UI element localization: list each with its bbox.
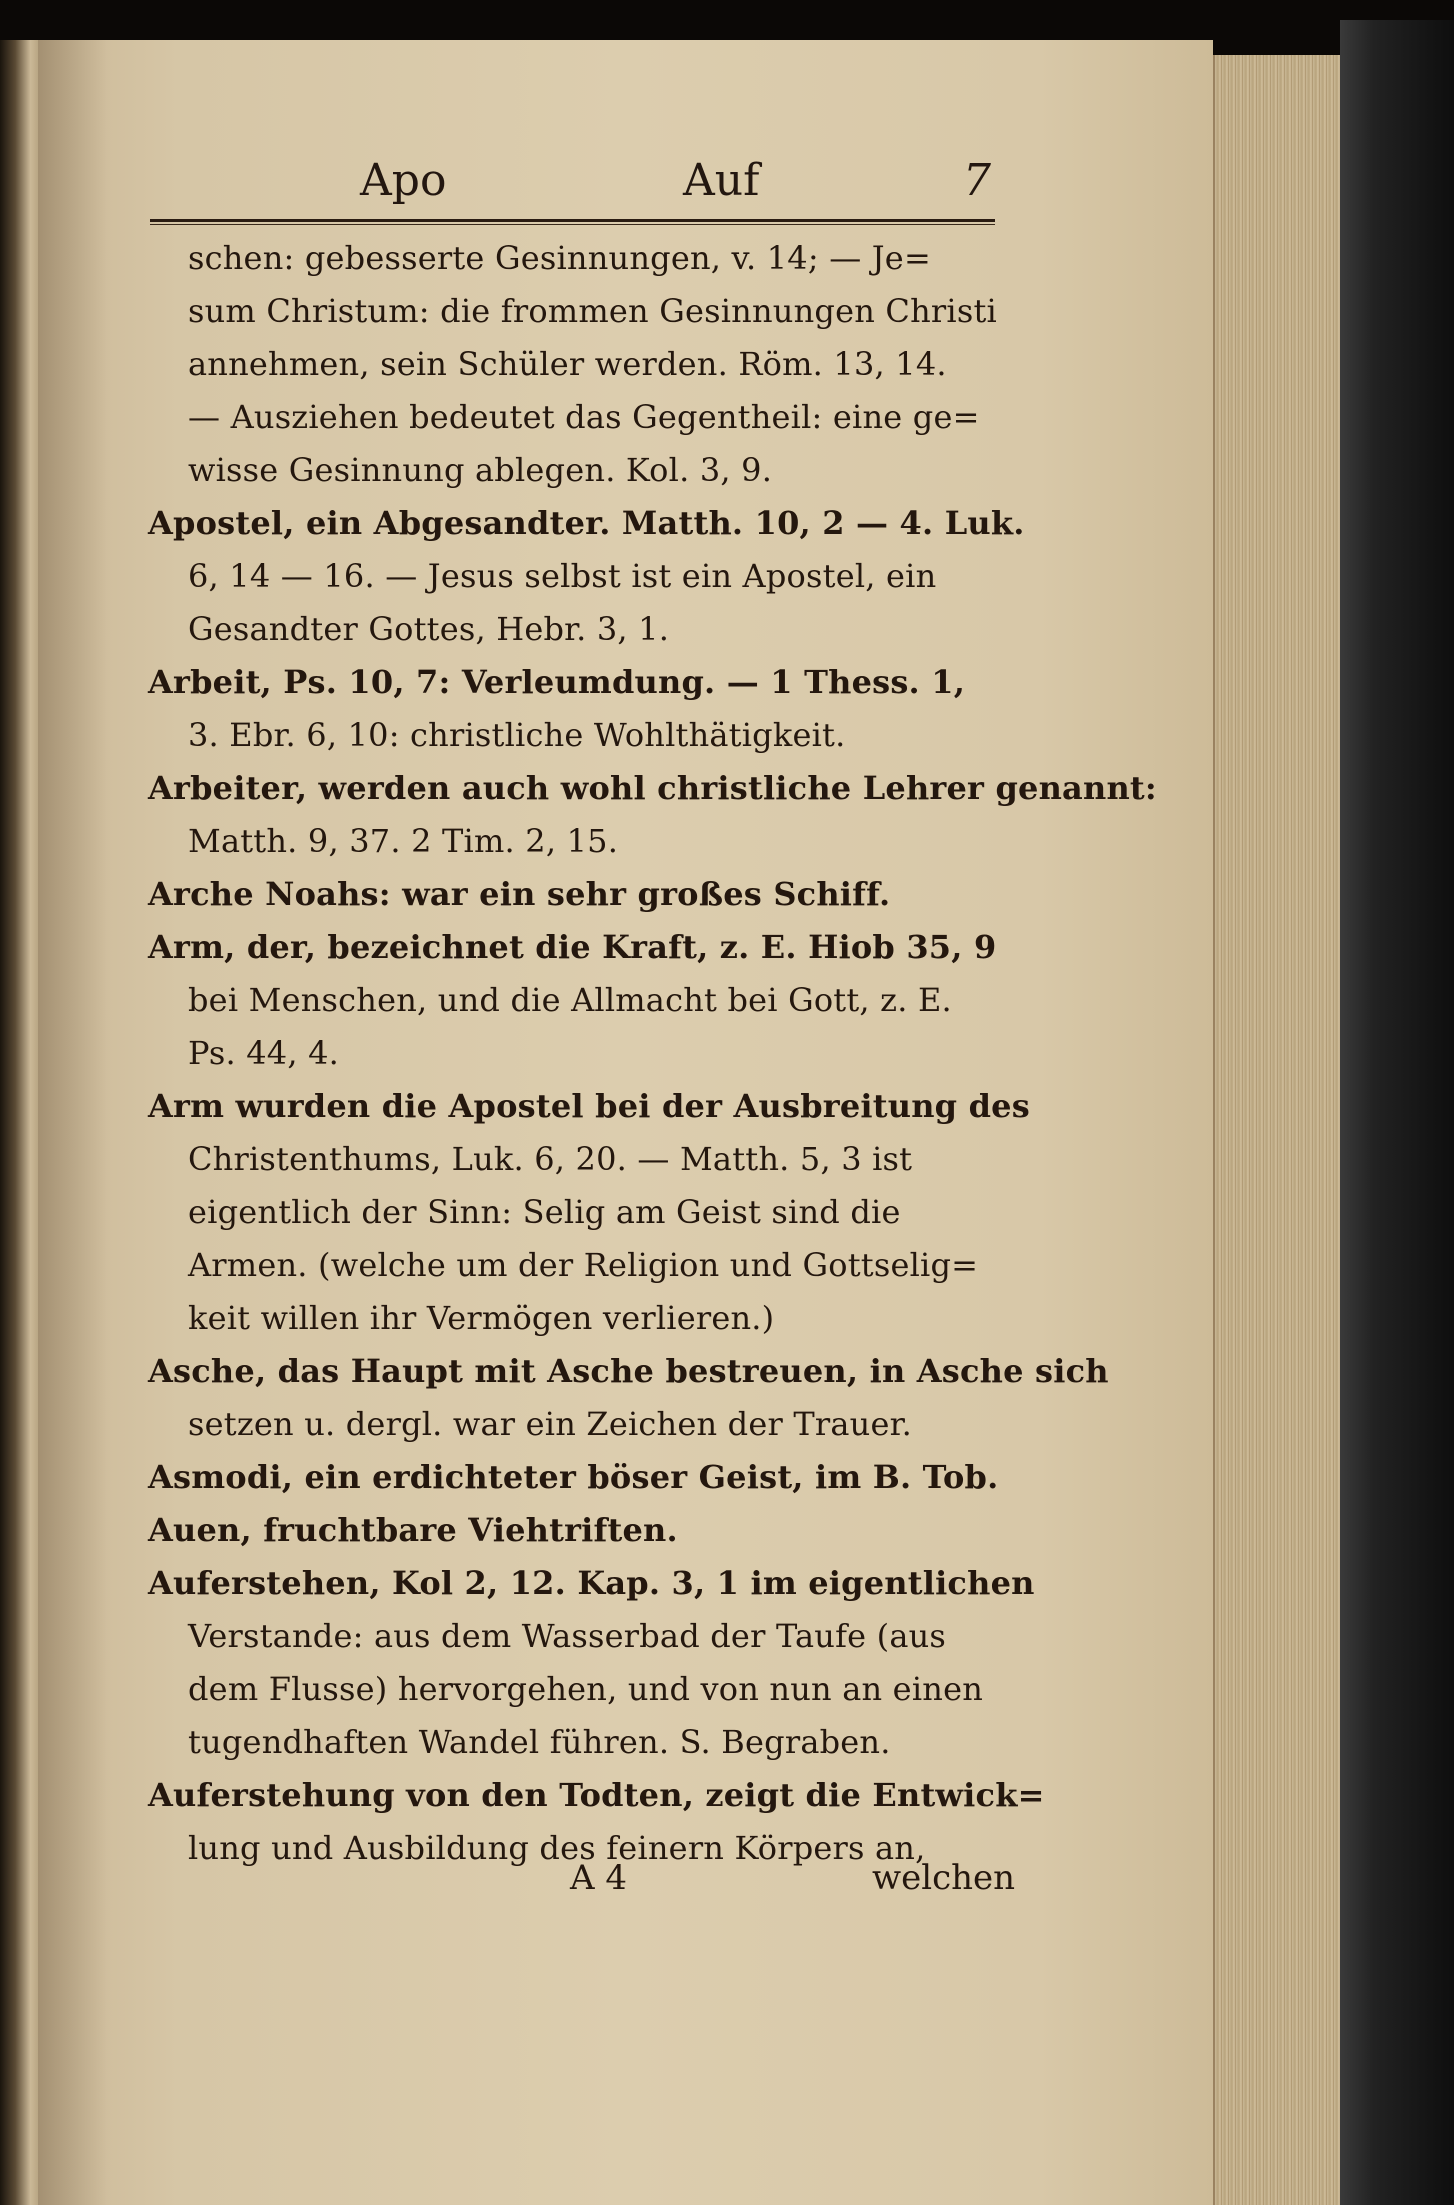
text-line: tugendhaften Wandel führen. S. Begraben. [188,1723,891,1761]
text-line: schen: gebesserte Gesinnungen, v. 14; — Je= [188,239,931,277]
text-line: wisse Gesinnung ablegen. Kol. 3, 9. [188,451,773,489]
entry-line: Arm, der, bezeichnet die Kraft, z. E. Hiob 35, 9 [148,928,997,966]
signature-mark: A 4 [570,1858,627,1898]
body-text [148,232,1157,1875]
entry-line: Auferstehen, Kol 2, 12. Kap. 3, 1 im eigentlichen [148,1564,1035,1602]
entry-line: Arbeiter, werden auch wohl christliche Lehrer genannt: [148,769,1157,807]
page-gutter-shadow [38,40,108,2205]
entry-line: Arche Noahs: war ein sehr großes Schiff. [148,875,891,913]
header-rule-thin [150,224,995,225]
text-line: eigentlich der Sinn: Selig am Geist sind die [188,1193,901,1231]
entry-line: Auen, fruchtbare Viehtriften. [148,1511,678,1549]
text-line: Verstande: aus dem Wasserbad der Taufe (aus [188,1617,947,1655]
text-line: dem Flusse) hervorgehen, und von nun an einen [188,1670,984,1708]
text-line: setzen u. dergl. war ein Zeichen der Trauer. [188,1405,912,1443]
page-stack-edges [1213,55,1355,2205]
text-line: lung und Ausbildung des feinern Körpers an, [188,1829,926,1867]
page-number: 7 [963,155,991,206]
book-left-edge [0,40,38,2205]
entry-line: Auferstehung von den Todten, zeigt die Entwick= [148,1776,1045,1814]
text-line: keit willen ihr Vermögen verlieren.) [188,1299,775,1337]
text-line: Ps. 44, 4. [188,1034,340,1072]
entry-line: Apostel, ein Abgesandter. Matth. 10, 2 — 4. Luk. [148,504,1025,542]
header-rule [150,219,995,222]
text-line: Matth. 9, 37. 2 Tim. 2, 15. [188,822,619,860]
text-line: Gesandter Gottes, Hebr. 3, 1. [188,610,670,648]
entry-line: Arm wurden die Apostel bei der Ausbreitung des [148,1087,1030,1125]
entry-line: Asmodi, ein erdichteter böser Geist, im B. Tob. [148,1458,999,1496]
text-line: Christenthums, Luk. 6, 20. — Matth. 5, 3 ist [188,1140,913,1178]
text-line: annehmen, sein Schüler werden. Röm. 13, 14. [188,345,947,383]
text-line: 6, 14 — 16. — Jesus selbst ist ein Apostel, ein [188,557,937,595]
entry-line: Arbeit, Ps. 10, 7: Verleumdung. — 1 Thess. 1, [148,663,966,701]
text-line: 3. Ebr. 6, 10: christliche Wohlthätigkeit. [188,716,846,754]
catchword: welchen [872,1858,1016,1898]
header-center-catchword: Auf [683,155,760,206]
entry-line: Asche, das Haupt mit Asche bestreuen, in Asche sich [148,1352,1109,1390]
text-line: bei Menschen, und die Allmacht bei Gott, z. E. [188,981,952,1019]
text-line: Armen. (welche um der Religion und Gottselig= [188,1246,979,1284]
running-header [145,155,995,215]
book-cover-edge [1340,20,1454,2205]
text-line: — Ausziehen bedeutet das Gegentheil: eine ge= [188,398,980,436]
text-line: sum Christum: die frommen Gesinnungen Christi [188,292,997,330]
page-footer [150,1858,1016,1908]
header-left-catchword: Apo [360,155,447,206]
